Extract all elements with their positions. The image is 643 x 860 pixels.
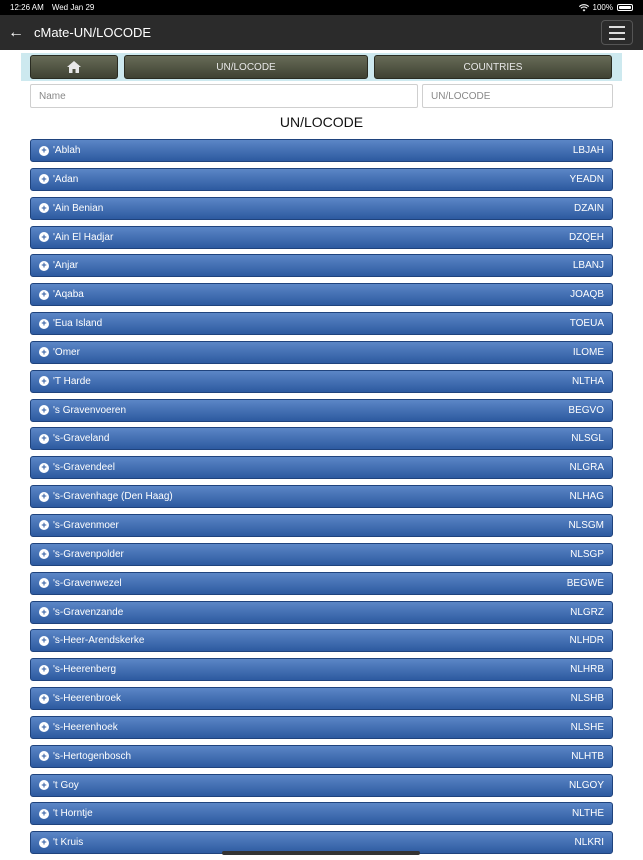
list-item-code: NLSHB <box>571 693 604 704</box>
plus-circle-icon: + <box>39 578 49 588</box>
list-item-code: NLSGP <box>570 549 604 560</box>
unlocode-search-input[interactable] <box>422 84 613 108</box>
list-item-name: 's Gravenvoeren <box>53 405 126 416</box>
list-item-code: NLSGL <box>571 433 604 444</box>
battery-percent: 100% <box>593 3 613 12</box>
list-item[interactable] <box>30 197 613 220</box>
list-item[interactable] <box>30 283 613 306</box>
list-item-code: NLHAG <box>570 491 604 502</box>
list-item-name: 'Aqaba <box>53 289 84 300</box>
list-item-code: LBJAH <box>573 145 604 156</box>
button-strip <box>21 53 622 81</box>
list-item-name: 'Ain Benian <box>53 203 103 214</box>
plus-circle-icon: + <box>39 838 49 848</box>
list-item-code: NLHTB <box>571 751 604 762</box>
list-item[interactable] <box>30 254 613 277</box>
list-item[interactable] <box>30 139 613 162</box>
page-title: cMate-UN/LOCODE <box>34 25 151 40</box>
list-item-code: ILOME <box>573 347 604 358</box>
list-item-code: NLGRA <box>570 462 604 473</box>
plus-circle-icon: + <box>39 174 49 184</box>
plus-circle-icon: + <box>39 232 49 242</box>
list-item-code: NLKRI <box>575 837 604 848</box>
list-item-code: NLTHA <box>572 376 604 387</box>
list-item[interactable] <box>30 572 613 595</box>
list-item[interactable] <box>30 745 613 768</box>
list-title: UN/LOCODE <box>0 114 643 130</box>
plus-circle-icon: + <box>39 694 49 704</box>
list-item[interactable] <box>30 802 613 825</box>
list-item-code: TOEUA <box>570 318 604 329</box>
home-indicator <box>222 851 420 855</box>
list-item-name: 's-Heerenhoek <box>53 722 118 733</box>
list-item-code: NLGOY <box>569 780 604 791</box>
list-item-name: 's-Gravenpolder <box>53 549 124 560</box>
list-item-code: NLTHE <box>572 808 604 819</box>
list-item[interactable] <box>30 514 613 537</box>
list-item-name: 's-Heerenbroek <box>53 693 121 704</box>
unlocode-button[interactable]: UN/LOCODE <box>124 55 368 79</box>
list-item-code: LBANJ <box>573 260 604 271</box>
list-item[interactable] <box>30 601 613 624</box>
plus-circle-icon: + <box>39 319 49 329</box>
list-item-name: 's-Gravenhage (Den Haag) <box>53 491 173 502</box>
list-item-code: NLHDR <box>570 635 604 646</box>
list-item-name: 'Adan <box>53 174 78 185</box>
list-item-name: 'Omer <box>53 347 80 358</box>
plus-circle-icon: + <box>39 434 49 444</box>
plus-circle-icon: + <box>39 146 49 156</box>
search-fields <box>30 84 613 108</box>
plus-circle-icon: + <box>39 376 49 386</box>
list-item-name: 'Ain El Hadjar <box>53 232 113 243</box>
plus-circle-icon: + <box>39 520 49 530</box>
list-item-name: 't Horntje <box>53 808 93 819</box>
list-item-code: NLSGM <box>568 520 604 531</box>
status-date: Wed Jan 29 <box>52 3 95 12</box>
list-item-name: 'Ablah <box>53 145 81 156</box>
list-item-code: YEADN <box>570 174 604 185</box>
plus-circle-icon: + <box>39 405 49 415</box>
plus-circle-icon: + <box>39 492 49 502</box>
home-button[interactable] <box>30 55 118 79</box>
list-item-name: 's-Graveland <box>53 433 109 444</box>
list-item[interactable] <box>30 716 613 739</box>
plus-circle-icon: + <box>39 722 49 732</box>
plus-circle-icon: + <box>39 751 49 761</box>
list-item-name: 's-Heer-Arendskerke <box>53 635 144 646</box>
plus-circle-icon: + <box>39 347 49 357</box>
plus-circle-icon: + <box>39 607 49 617</box>
list-item-code: BEGVO <box>568 405 604 416</box>
list-item-code: NLHRB <box>570 664 604 675</box>
unlocode-list <box>30 139 613 860</box>
plus-circle-icon: + <box>39 261 49 271</box>
plus-circle-icon: + <box>39 809 49 819</box>
list-item-name: 'Anjar <box>53 260 78 271</box>
list-item-name: 'T Harde <box>53 376 91 387</box>
list-item[interactable] <box>30 629 613 652</box>
list-item-code: NLGRZ <box>570 607 604 618</box>
list-item-name: 's-Gravendeel <box>53 462 115 473</box>
name-search-input[interactable] <box>30 84 418 108</box>
list-item-code: DZQEH <box>569 232 604 243</box>
status-time: 12:26 AM <box>10 3 44 12</box>
list-item-name: 's-Gravenzande <box>53 607 123 618</box>
list-item[interactable] <box>30 485 613 508</box>
list-item[interactable] <box>30 456 613 479</box>
plus-circle-icon: + <box>39 780 49 790</box>
list-item[interactable] <box>30 226 613 249</box>
list-item-name: 'Eua Island <box>53 318 102 329</box>
plus-circle-icon: + <box>39 463 49 473</box>
countries-button[interactable]: COUNTRIES <box>374 55 612 79</box>
list-item-name: 's-Gravenwezel <box>53 578 122 589</box>
list-item[interactable] <box>30 168 613 191</box>
list-item[interactable] <box>30 399 613 422</box>
list-item[interactable] <box>30 341 613 364</box>
home-icon <box>67 61 81 73</box>
list-item-code: DZAIN <box>574 203 604 214</box>
list-item-name: 't Goy <box>53 780 79 791</box>
plus-circle-icon: + <box>39 549 49 559</box>
wifi-icon <box>579 4 589 12</box>
list-item-code: BEGWE <box>567 578 604 589</box>
nav-bar <box>0 15 643 50</box>
plus-circle-icon: + <box>39 665 49 675</box>
list-item[interactable] <box>30 312 613 335</box>
list-item[interactable] <box>30 774 613 797</box>
list-item-code: JOAQB <box>570 289 604 300</box>
list-item-code: NLSHE <box>571 722 604 733</box>
plus-circle-icon: + <box>39 290 49 300</box>
plus-circle-icon: + <box>39 636 49 646</box>
battery-icon <box>617 4 633 11</box>
list-item[interactable] <box>30 427 613 450</box>
back-arrow-icon[interactable]: ← <box>1 24 31 42</box>
list-item[interactable] <box>30 658 613 681</box>
list-item[interactable] <box>30 543 613 566</box>
list-item-name: 's-Heerenberg <box>53 664 116 675</box>
hamburger-menu-button[interactable] <box>601 20 633 45</box>
list-item-name: 's-Gravenmoer <box>53 520 119 531</box>
status-right <box>579 3 633 12</box>
list-item[interactable] <box>30 687 613 710</box>
list-item-name: 't Kruis <box>53 837 83 848</box>
list-item-name: 's-Hertogenbosch <box>53 751 131 762</box>
status-bar <box>0 0 643 15</box>
plus-circle-icon: + <box>39 203 49 213</box>
list-item[interactable] <box>30 370 613 393</box>
